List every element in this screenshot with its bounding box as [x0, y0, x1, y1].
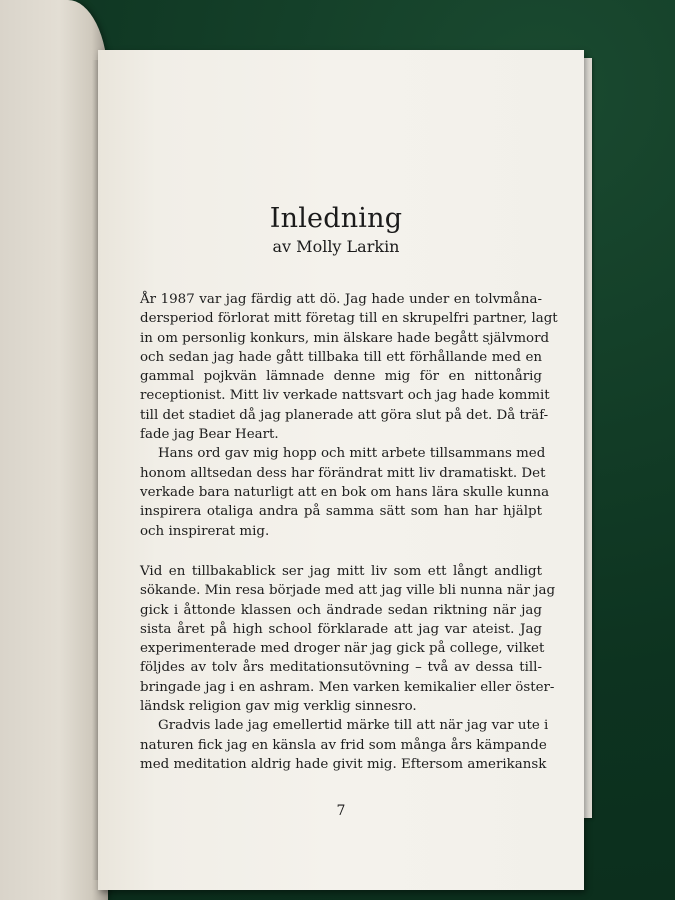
text-line: bringade jag i en ashram. Men varken kemikalier eller öster- — [140, 679, 555, 695]
text-line: naturen fick jag en känsla av frid som många års kämpande — [140, 737, 547, 753]
text-line: in om personlig konkurs, min älskare hade begått självmord — [140, 330, 550, 346]
text-line: gammal pojkvän lämnade denne mig för en nittonårig — [140, 369, 542, 385]
text-line: sökande. Min resa började med att jag ville bli nunna när jag — [140, 583, 556, 599]
text-line: ländsk religion gav mig verklig sinnesro. — [140, 699, 417, 715]
chapter-title: Inledning — [269, 203, 403, 234]
text-line: inspirera otaliga andra på samma sätt som han har hjälpt — [140, 504, 542, 520]
text-line: med meditation aldrig hade givit mig. Eftersom amerikansk — [140, 756, 547, 772]
text-line: honom alltsedan dess har förändrat mitt liv dramatiskt. Det — [140, 465, 546, 481]
text-line: dersperiod förlorat mitt företag till en skrupelfri partner, lagt — [140, 311, 558, 327]
chapter-author: av Molly Larkin — [272, 237, 400, 256]
text-line: sista året på high school förklarade att jag var ateist. Jag — [140, 621, 542, 637]
text-line: fade jag Bear Heart. — [140, 427, 279, 443]
text-section-2 — [140, 562, 556, 774]
text-line: till det stadiet då jag planerade att göra slut på det. Då träf- — [140, 407, 549, 423]
text-section-1 — [140, 290, 558, 541]
text-line: och inspirerat mig. — [140, 523, 270, 539]
text-line: receptionist. Mitt liv verkade nattsvart och jag hade kommit — [140, 388, 550, 404]
text-line: Gradvis lade jag emellertid märke till att när jag var ute i — [158, 718, 549, 734]
text-line: verkade bara naturligt att en bok om hans lära skulle kunna — [140, 484, 550, 500]
page-number: 7 — [336, 803, 346, 819]
text-line: gick i åttonde klassen och ändrade sedan riktning när jag — [140, 602, 542, 618]
text-line: År 1987 var jag färdig att dö. Jag hade under en tolvmåna- — [140, 292, 542, 307]
text-line: Hans ord gav mig hopp och mitt arbete tillsammans med — [158, 446, 546, 462]
text-line: experimenterade med droger när jag gick på college, vilket — [140, 641, 545, 657]
book-page — [98, 50, 584, 890]
text-line: följdes av tolv års meditationsutövning – två av dessa till- — [140, 660, 542, 676]
text-line: Vid en tillbakablick ser jag mitt liv som ett långt andligt — [140, 564, 542, 579]
text-line: och sedan jag hade gått tillbaka till ett förhållande med en — [140, 349, 542, 365]
